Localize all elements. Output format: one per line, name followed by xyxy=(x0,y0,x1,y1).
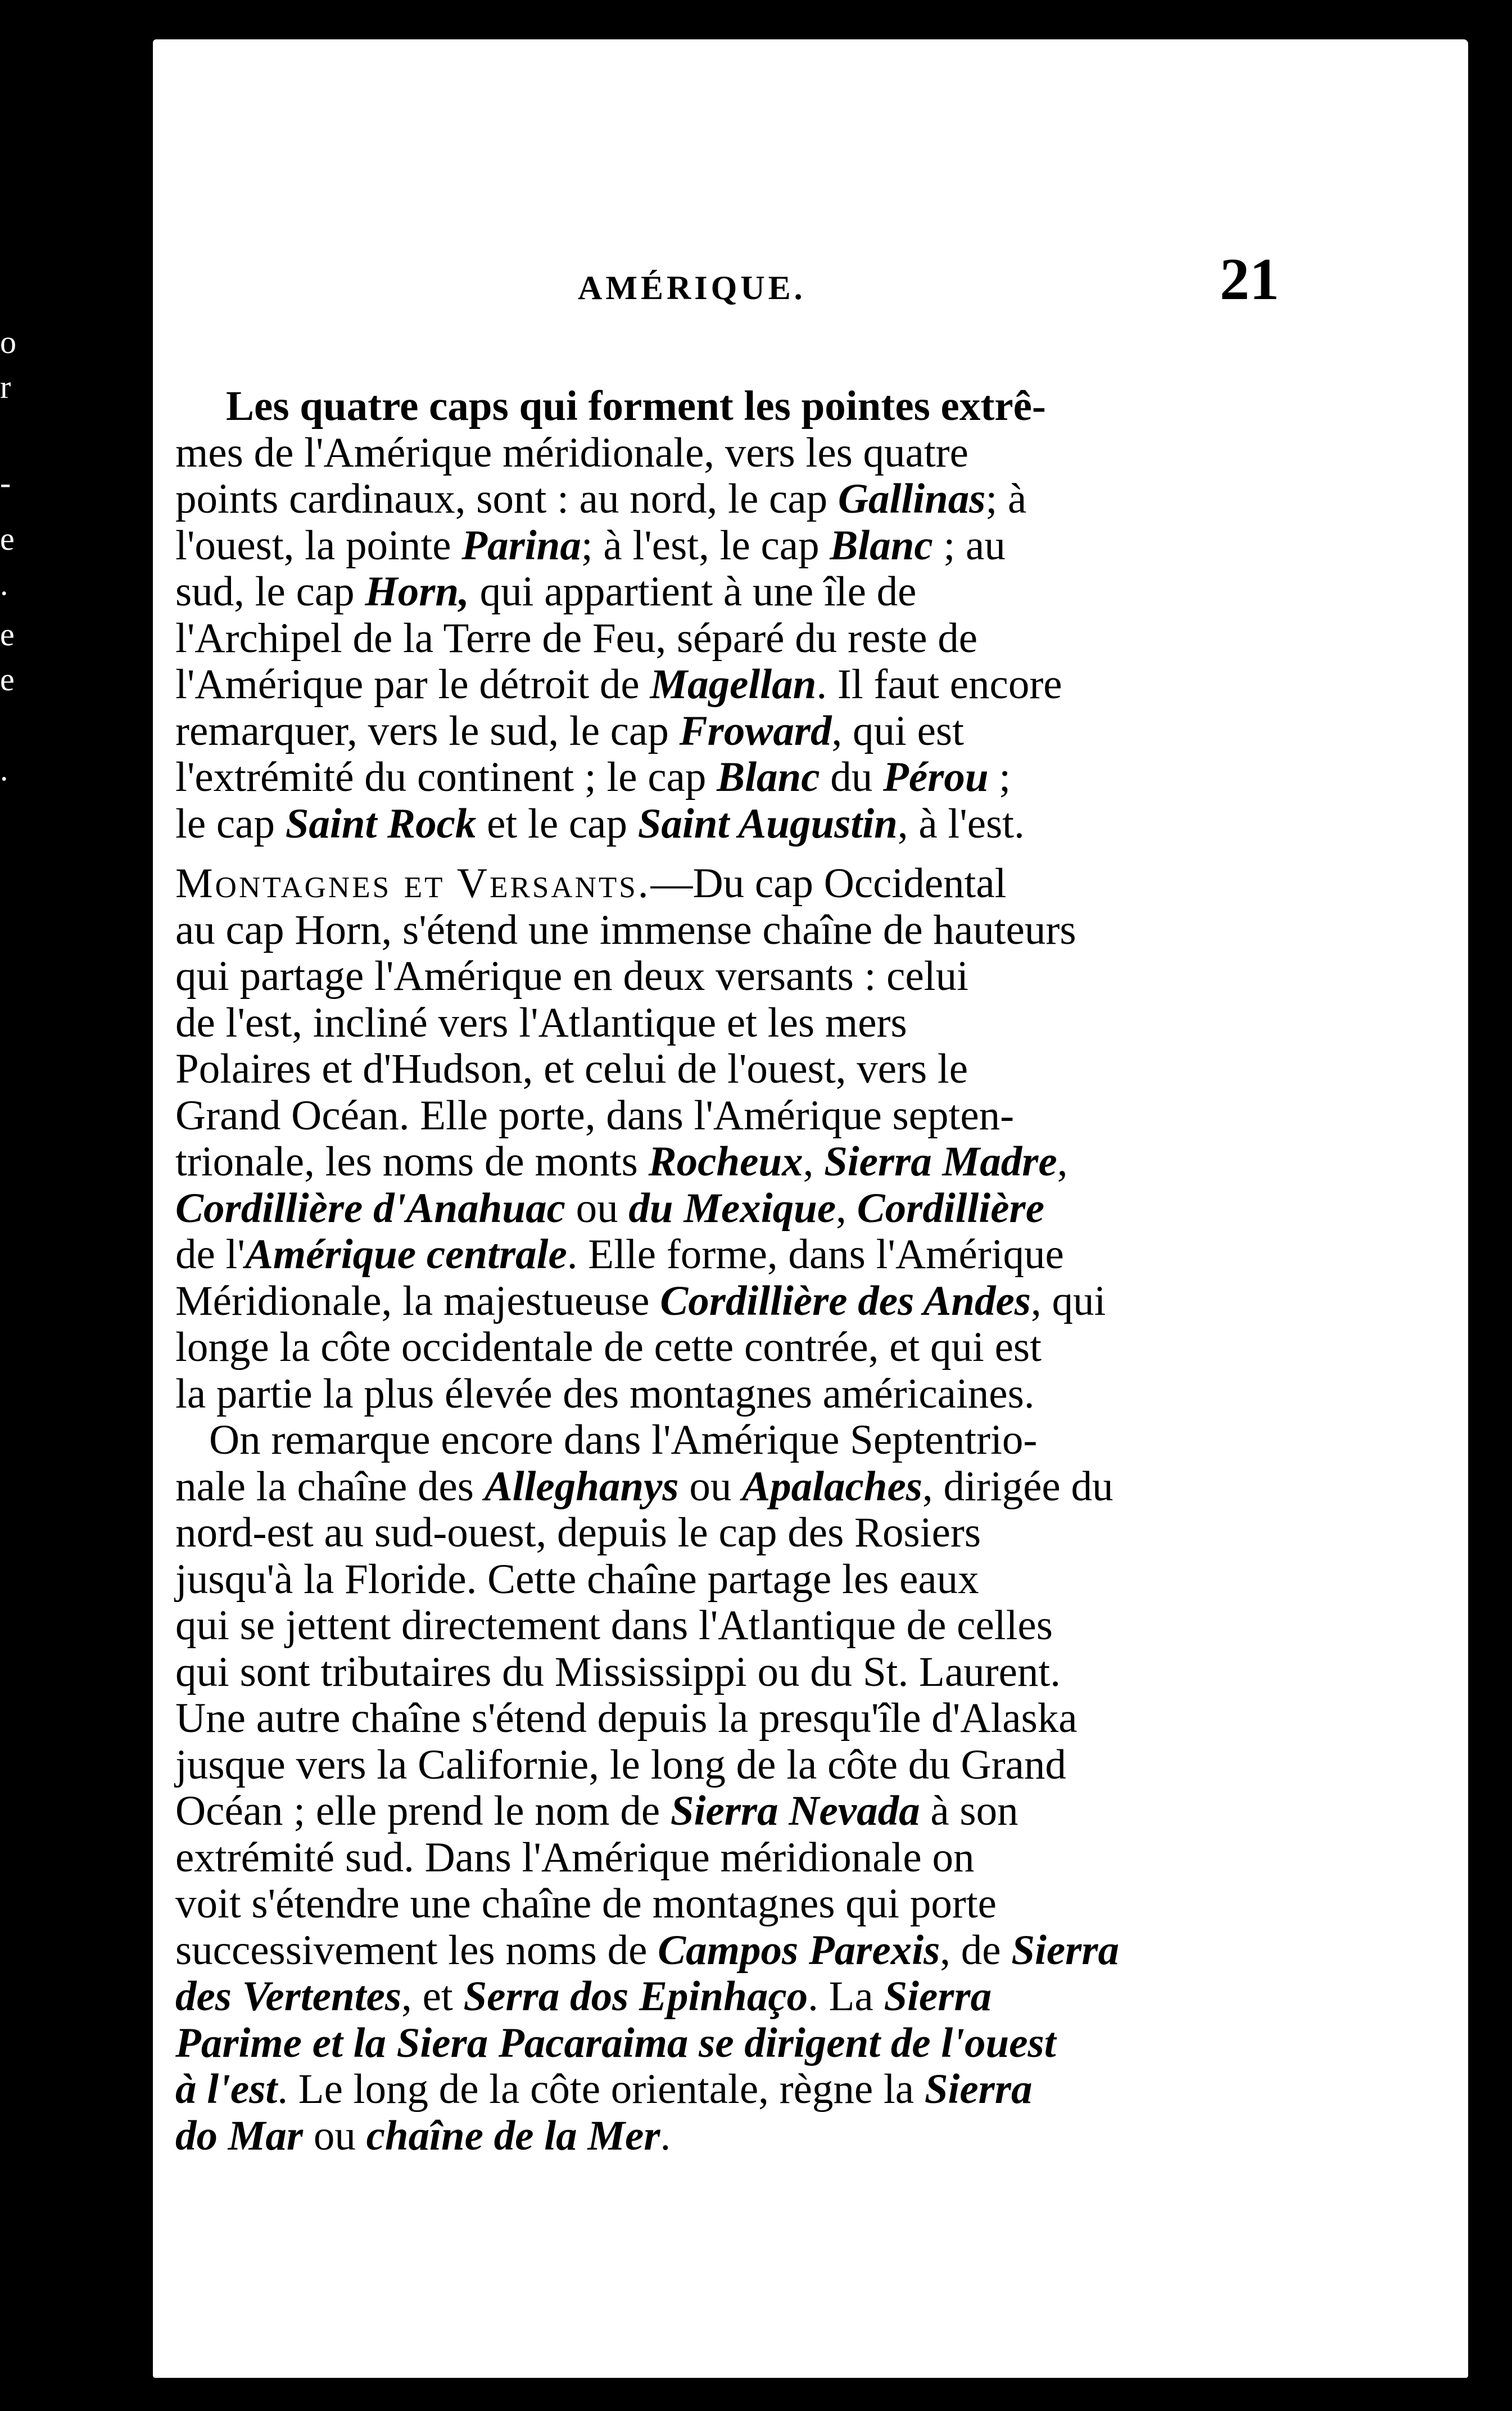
text-run: . La xyxy=(808,1973,884,2020)
text-run: Les quatre caps qui forment les pointes extrê- xyxy=(226,383,1046,429)
italic-name: Apalaches xyxy=(742,1463,922,1510)
text-run: nord-est au sud-ouest, depuis le cap des Rosiers xyxy=(175,1509,981,1556)
text-line xyxy=(175,907,1266,954)
italic-name: Cordillière des Andes xyxy=(660,1277,1031,1324)
text-run: de l'est, incliné vers l'Atlantique et les mers xyxy=(175,999,907,1046)
text-run: et le cap xyxy=(476,800,638,847)
text-run: remarquer, vers le sud, le cap xyxy=(175,707,680,754)
text-run: au cap Horn, s'étend une immense chaîne de hauteurs xyxy=(175,906,1076,953)
edge-letter: . xyxy=(0,566,8,602)
italic-name: Saint Augustin xyxy=(637,800,898,847)
italic-name: Gallinas xyxy=(838,476,986,522)
text-line xyxy=(175,523,1266,569)
text-line xyxy=(175,1139,1266,1186)
italic-name: Parina xyxy=(461,522,581,569)
text-line xyxy=(175,430,1266,477)
italic-name: du Mexique xyxy=(628,1184,836,1232)
text-line xyxy=(175,1417,1266,1464)
text-run: ou xyxy=(303,2112,366,2159)
section-heading: Montagnes et Versants. xyxy=(175,860,651,907)
page-number: 21 xyxy=(1220,246,1279,312)
text-line xyxy=(175,1695,1266,1742)
page-header xyxy=(153,246,1468,325)
text-run: extrémité sud. Dans l'Amérique méridionale on xyxy=(175,1834,975,1881)
italic-name: Sierra Nevada xyxy=(670,1788,920,1834)
edge-letter: r xyxy=(0,369,11,405)
italic-name: Saint Rock xyxy=(285,800,477,847)
text-run: , qui xyxy=(1030,1277,1106,1324)
italic-name: Blanc xyxy=(717,754,820,800)
text-line xyxy=(175,1278,1266,1325)
italic-name: Sierra xyxy=(1011,1926,1120,1974)
italic-name: do Mar xyxy=(175,2112,304,2159)
text-line xyxy=(175,2020,1266,2067)
text-run: Polaires et d'Hudson, et celui de l'ouest, vers le xyxy=(175,1046,968,1092)
italic-name: Serra dos Epinhaço xyxy=(463,1973,808,2020)
edge-letter: e xyxy=(0,661,15,698)
italic-name: Cordillière xyxy=(857,1184,1044,1232)
text-line xyxy=(175,1928,1266,1974)
text-run: , et xyxy=(401,1973,464,2020)
text-run: qui appartient à une île de xyxy=(469,568,917,615)
text-run: Grand Océan. Elle porte, dans l'Amérique septen- xyxy=(175,1092,1015,1139)
text-run: successivement les noms de xyxy=(175,1926,658,1974)
text-line xyxy=(175,953,1266,1000)
text-line xyxy=(175,662,1266,708)
text-line xyxy=(175,1232,1266,1278)
text-line xyxy=(175,476,1266,523)
text-line xyxy=(175,1603,1266,1649)
text-run: mes de l'Amérique méridionale, vers les quatre xyxy=(175,429,968,476)
text-run: qui se jettent directement dans l'Atlantique de celles xyxy=(175,1602,1053,1649)
text-line xyxy=(175,569,1266,616)
italic-name: Alleghanys xyxy=(484,1463,679,1510)
text-line xyxy=(175,616,1266,662)
text-run: . Le long de la côte orientale, règne la xyxy=(277,2066,925,2113)
text-run: ; à xyxy=(985,476,1027,522)
body-text xyxy=(175,383,1266,2159)
text-line xyxy=(175,383,1266,430)
facing-page-edge xyxy=(0,0,129,2411)
text-line xyxy=(175,1510,1266,1557)
text-run: à son xyxy=(920,1788,1018,1834)
italic-name: chaîne de la Mer xyxy=(366,2112,660,2159)
text-run: , xyxy=(836,1184,857,1232)
text-line xyxy=(175,1464,1266,1510)
italic-name: Sierra Madre xyxy=(824,1138,1057,1185)
text-run: —Du cap Occidental xyxy=(650,860,1007,907)
edge-letter: e xyxy=(0,616,15,653)
text-run: points cardinaux, sont : au nord, le cap xyxy=(175,476,838,522)
text-run: . xyxy=(660,2112,671,2159)
edge-letter: e xyxy=(0,521,15,557)
text-line xyxy=(175,2113,1266,2160)
text-run: ; au xyxy=(932,522,1006,569)
text-line xyxy=(175,1557,1266,1603)
text-run: le cap xyxy=(175,800,286,847)
text-line xyxy=(175,1974,1266,2020)
paragraph xyxy=(175,861,1266,1417)
running-title: AMÉRIQUE. xyxy=(578,269,806,306)
italic-name: Sierra xyxy=(884,1973,992,2020)
text-run: Une autre chaîne s'étend depuis la presqu'île d'Alaska xyxy=(175,1695,1078,1741)
text-line xyxy=(175,1649,1266,1696)
italic-name: à l'est xyxy=(175,2066,278,2113)
text-run: jusque vers la Californie, le long de la côte du Grand xyxy=(175,1741,1066,1788)
text-run: jusqu'à la Floride. Cette chaîne partage les eaux xyxy=(175,1555,979,1603)
text-line xyxy=(175,1093,1266,1139)
book-page xyxy=(153,39,1468,2378)
edge-letter: - xyxy=(0,464,11,501)
text-run: la partie la plus élevée des montagnes américaines. xyxy=(175,1370,1035,1417)
text-run: de l' xyxy=(175,1231,245,1278)
text-run: ; à l'est, le cap xyxy=(581,522,830,569)
italic-name: Blanc xyxy=(830,522,933,569)
text-run: nale la chaîne des xyxy=(175,1463,485,1510)
italic-name: Froward xyxy=(679,707,832,754)
italic-name: Pérou xyxy=(883,754,989,800)
text-run: . Elle forme, dans l'Amérique xyxy=(567,1231,1064,1278)
text-run: du xyxy=(820,754,884,800)
text-run: , à l'est. xyxy=(897,800,1025,847)
text-line xyxy=(175,1371,1266,1418)
text-run: l'Amérique par le détroit de xyxy=(175,661,650,708)
text-run: l'extrémité du continent ; le cap xyxy=(175,754,717,800)
text-line xyxy=(175,1835,1266,1881)
text-line xyxy=(175,1881,1266,1928)
edge-letter: o xyxy=(0,324,16,360)
italic-name: Magellan xyxy=(650,661,817,708)
paragraph xyxy=(175,383,1266,847)
text-line xyxy=(175,801,1266,848)
text-line xyxy=(175,1186,1266,1232)
text-run: l'ouest, la pointe xyxy=(175,522,462,569)
text-run: l'Archipel de la Terre de Feu, séparé du reste de xyxy=(175,614,978,662)
text-run: qui sont tributaires du Mississippi ou du St. Laurent. xyxy=(175,1648,1061,1695)
text-run: Méridionale, la majestueuse xyxy=(175,1277,660,1324)
italic-name: Amérique centrale xyxy=(245,1231,567,1278)
text-run: , dirigée du xyxy=(922,1463,1113,1510)
text-run: , xyxy=(803,1138,825,1185)
text-run: Océan ; elle prend le nom de xyxy=(175,1788,671,1834)
text-line xyxy=(175,861,1266,907)
paragraph xyxy=(175,1417,1266,2159)
text-run: longe la côte occidentale de cette contrée, et qui est xyxy=(175,1324,1042,1370)
italic-name: Parime et la Siera Pacaraima se dirigent de l'ouest xyxy=(175,2019,1056,2066)
text-run: , xyxy=(1057,1138,1068,1185)
italic-name: des Vertentes xyxy=(175,1973,402,2020)
edge-letter: . xyxy=(0,751,8,788)
text-run: On remarque encore dans l'Amérique Septentrio- xyxy=(209,1417,1038,1463)
italic-name: Campos Parexis xyxy=(658,1926,940,1974)
italic-name: Rocheux xyxy=(648,1138,803,1185)
text-run: ou xyxy=(565,1184,629,1232)
text-run: . Il faut encore xyxy=(816,661,1062,708)
text-run: ; xyxy=(988,754,1011,800)
text-line xyxy=(175,1788,1266,1835)
text-run: ou xyxy=(678,1463,743,1510)
text-line xyxy=(175,1324,1266,1371)
text-line xyxy=(175,1046,1266,1093)
text-line xyxy=(175,2066,1266,2113)
text-run: voit s'étendre une chaîne de montagnes qui porte xyxy=(175,1880,997,1927)
text-line xyxy=(175,708,1266,755)
text-run: sud, le cap xyxy=(175,568,365,615)
italic-name: Horn, xyxy=(365,568,469,615)
text-line xyxy=(175,754,1266,801)
italic-name: Sierra xyxy=(924,2066,1033,2113)
text-run: , qui est xyxy=(831,707,964,754)
text-line xyxy=(175,1742,1266,1789)
text-run: trionale, les noms de monts xyxy=(175,1138,649,1185)
text-line xyxy=(175,1000,1266,1047)
text-run: qui partage l'Amérique en deux versants : celui xyxy=(175,953,968,999)
text-run: , de xyxy=(940,1926,1012,1974)
italic-name: Cordillière d'Anahuac xyxy=(175,1184,565,1232)
